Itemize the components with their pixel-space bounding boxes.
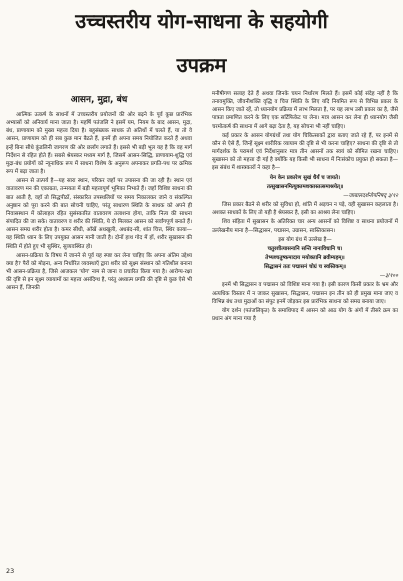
chapter-title-line-1: उच्चस्तरीय योग-साधना के सहयोगी — [75, 9, 328, 33]
right-paragraph-6: इनमें भी सिद्धासन व पद्मासन को विशिष्ट माना गया है। इसी कारण किसी प्रकार के भ्रम और अत्यधिक विस्तार में न जाकर सुखासन, सिद्धासन, पद्मासन इन तीन को ही प्रमुख माना जाए व विभिन्न बंध तथा मुद्राओं का संपुट इनमें जोड़कर इस प्रारंभिक साधना को समग्र बनाया जाए। — [212, 282, 398, 305]
right-paragraph-4: शिव संहिता में सुखासन के अतिरिक्त चार अन्य आसनों को विशिष्ट व साधना प्रयोजनों में उल्लेखनीय माना है—सिद्धासन, पद्मासन, उग्रासन, स्वस्तिकासन। — [212, 219, 398, 234]
right-paragraph-2: कई प्रकार के आसन योगग्रंथों तथा योग चिकित्साकों द्वारा बताए जाते रहे हैं, पर इनमें से कौन से ऐसे हैं, जिन्हें सूक्ष्म शारीरिक व्यायाम की दृष्टि से भी करना चाहिए? साधना की दृष्टि से तो मार्गदर्शक के परामर्श एवं निर्देशानुसार मात्र तीन आसनों तक स्वयं को सीमित रखना चाहिए। सुखासन को तो महत्ता दी गई है क्योंकि यह किसी भी साधना में निःसंकोच प्रयुक्त हो सकता है—इस संबंध में शास्त्रकारों ने कहा है— — [212, 132, 398, 172]
verse-2-line-1: चतुरशीत्यासनानि सन्ति नानाविधानि च। — [267, 245, 343, 252]
page-number: 23 — [6, 567, 15, 575]
left-paragraph-3: आसन-प्रक्रिया के विषय में जानने से पूर्व यह स्पष्ट कर लेना चाहिए कि अपना अंतिम उद्देश्य क्या है? पैरों को मोड़ना, अन्य निर्धारित व्यवस्थाएँ द्वारा शरीर को सूक्ष्म संस्थान को गतिशील बनाना भी आसन-प्रक्रिया है, जिसे आजकल 'योग' नाम से जाना व प्रचारित किया गया है। आरोग्य-रक्षा की दृष्टि से इन सूक्ष्म व्यायामों का महत्त्व असंदिग्ध है, परंतु अध्यात्म प्रगति की दृष्टि से कुछ ऐसे भी आसन हैं, जिनकी — [6, 252, 192, 292]
verse-2-line-2: तेभ्यश्चतुष्कमादाय मयोक्तानि ब्रवीम्यहम्॥ — [265, 254, 345, 261]
left-column — [6, 90, 192, 292]
right-paragraph-1: मनीषीगण सलाह देते हैं अथवा जिनके चयन निर्धारण मिलते हैं। इसमें कोई संदेह नहीं है कि तनावमुक्ति, जीवनीशक्ति वृद्धि व चित्त स्थिति के लिए यदि नियमित रूप से विभिन्न प्रकार के आसन किए जाते रहें, तो ध्यानयोग प्रक्रिया में लाभ मिलता है, पर यह लाभ उसी प्रकार का है, जैसे पात्रता प्रमाणित करने के लिए एक सर्टिफिकेट पा लेना। मात्र आसन कर लेना ही ध्यानयोग जैसी चरमोत्कर्ष की साधना में आगे बढ़ा देता है, यह सोचना भी नहीं चाहिए। — [212, 91, 398, 130]
chapter-title-line-2: उपक्रम — [176, 53, 227, 77]
verse-1-reference: —जाबालदर्शनोपनिषद् ३/१२ — [343, 192, 398, 199]
verse-1-line-2: तत्सुखासनमित्युक्तमशक्तस्तत्समाश्रयेत्॥ — [266, 183, 344, 190]
right-column — [212, 90, 398, 323]
left-paragraph-2: आसन से तात्पर्य है—यह सारा स्थान, परिकर जहाँ पर उपासना की जा रही है। स्थान एवं वातावरण मन की एकाग्रता, तन्मयता में बड़ी महत्त्वपूर्ण भूमिका निभाते हैं। जहाँ विशिष्ट साधना की बात आती है, वहाँ तो सिद्धपीठों, संस्कारित तपस्थलियों पर समय निकालकर जाने व संकल्पित अनुष्ठान को पूरा करने की बात सोचनी चाहिए, परंतु साधारण स्थिति के साधक को अपने ही निवासस्थान में कोलाहल रहित सुसंस्कारित वातावरण तलाशना होगा, ताकि नित्य की साधना संपादित की जा सके। वातावरण व शरीर की स्थिति, ये दो मिलकर आसन को सर्वांगपूर्ण बनाते हैं। आसन समग्र शरीर होता है। कमर सीधी, आँखें अधखुली, अधबंद-सी, शांत चित्त, स्थिर काया—यह स्थिति ध्यान के लिए उपयुक्त आसन मानी जाती है। दोनों हाथ गोद में हों, शरीर सुखासन की स्थिति में होते हुए भी सुस्थिर, सुव्यवस्थित हो। — [6, 178, 192, 250]
right-paragraph-7: योग दर्शन (पतंजलिकृत) के समाधिपाद में आसन को आठ योग के अंगों में तीसरे क्रम का प्रधान अंग माना गया है — [212, 307, 398, 323]
verse-1-line-1: येन केन प्रकारेण सुखं धैर्यं च जायते। — [269, 174, 341, 181]
left-paragraph-1: आत्मिक उत्कर्ष के साधनों में उच्चस्तरीय प्रयोजनों की ओर बढ़ने के पूर्व कुछ प्रारंभिक अभ्यासों को अनिवार्य माना जाता है। महर्षि पतंजलि ने इसमें यम, नियम के बाद आसन, मुद्रा, बंध, प्राणायाम को मुख्य महत्त्व दिया है। बहुसंख्यक साधक तो अतिथों में चलते हैं, या तो वे आसन, प्राणायाम को ही सब कुछ मान बैठते हैं, इनमें ही अपना समय नियोजित करते हैं अथवा इन्हें बिना सीधे कुंडलिनी जागरण की ओर छलाँग लगाते हैं। इससे भी बड़ी भूल यह है कि वह मार्ग निर्देशन से रहित होते हैं। सबसे श्रेयस्कर मध्यम मार्ग है, जिसमें आसन-सिद्धि, प्राणायाम-शुद्धि एवं मुद्रा-बंध प्रयोगों को न्यूनाधिक रूप में साधना विशेष के अनुरूप अपनाकर प्रगति-पथ पर क्रमिक रूप में बढ़ा जाता है। — [6, 112, 192, 176]
right-paragraph-3: जिस प्रकार बैठने से शरीर को सुविधा हो, शांति में अड़चन न पड़े, वही सुखासन कहलाता है। अशक्त साधकों के लिए तो यही है श्रेयस्कर है, इसी का आश्रय लेना चाहिए। — [212, 202, 398, 217]
section-heading: आसन, मुद्रा, बंध — [70, 95, 128, 105]
verse-2-line-3: सिद्धासनं ततः पद्मासनं चोग्रं च स्वस्तिकम्॥ — [264, 264, 346, 271]
right-paragraph-5: इस योग ग्रंथ में उल्लेख है— — [278, 236, 332, 243]
verse-2-reference: —३/१०० — [379, 273, 398, 280]
